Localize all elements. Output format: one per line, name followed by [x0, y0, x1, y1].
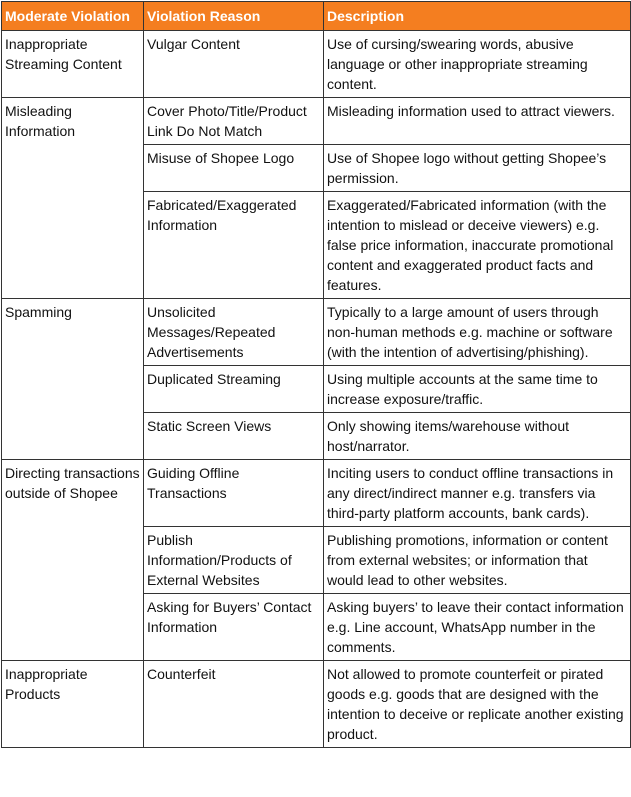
description-cell: Publishing promotions, information or content from external websites; or information that would lead to other websites.	[324, 527, 631, 594]
description-cell: Misleading information used to attract viewers.	[324, 98, 631, 145]
description-cell: Using multiple accounts at the same time to increase exposure/traffic.	[324, 366, 631, 413]
description-cell: Use of Shopee logo without getting Shopee’s permission.	[324, 145, 631, 192]
header-moderate-violation: Moderate Violation	[2, 2, 144, 31]
table-row	[2, 661, 631, 748]
header-description: Description	[324, 2, 631, 31]
reason-cell: Duplicated Streaming	[144, 366, 324, 413]
description-cell: Asking buyers’ to leave their contact information e.g. Line account, WhatsApp number in the comments.	[324, 594, 631, 661]
category-cell: Directing transactions outside of Shopee	[2, 460, 144, 661]
reason-cell: Counterfeit	[144, 661, 324, 748]
description-cell: Inciting users to conduct offline transactions in any direct/indirect manner e.g. transfers via third-party platform accounts, bank cards).	[324, 460, 631, 527]
table-row	[2, 98, 631, 145]
reason-cell: Misuse of Shopee Logo	[144, 145, 324, 192]
table-row	[2, 299, 631, 366]
reason-cell: Guiding Offline Transactions	[144, 460, 324, 527]
table-row	[2, 460, 631, 527]
category-cell: Spamming	[2, 299, 144, 460]
violations-table	[1, 1, 631, 748]
description-cell: Typically to a large amount of users through non-human methods e.g. machine or software (with the intention of advertising/phishing).	[324, 299, 631, 366]
table-row	[2, 31, 631, 98]
category-cell: Inappropriate Products	[2, 661, 144, 748]
table-header	[2, 2, 631, 31]
reason-cell: Asking for Buyers’ Contact Information	[144, 594, 324, 661]
category-cell: Inappropriate Streaming Content	[2, 31, 144, 98]
table-body	[2, 31, 631, 748]
reason-cell: Static Screen Views	[144, 413, 324, 460]
description-cell: Use of cursing/swearing words, abusive language or other inappropriate streaming content.	[324, 31, 631, 98]
reason-cell: Unsolicited Messages/Repeated Advertisements	[144, 299, 324, 366]
description-cell: Only showing items/warehouse without host/narrator.	[324, 413, 631, 460]
reason-cell: Publish Information/Products of External Websites	[144, 527, 324, 594]
header-violation-reason: Violation Reason	[144, 2, 324, 31]
description-cell: Not allowed to promote counterfeit or pirated goods e.g. goods that are designed with the intention to deceive or replicate another existing product.	[324, 661, 631, 748]
header-row	[2, 2, 631, 31]
description-cell: Exaggerated/Fabricated information (with the intention to mislead or deceive viewers) e.g. false price information, inaccurate promotional content and exaggerated product facts and features.	[324, 192, 631, 299]
reason-cell: Cover Photo/Title/Product Link Do Not Match	[144, 98, 324, 145]
reason-cell: Fabricated/Exaggerated Information	[144, 192, 324, 299]
category-cell: Misleading Information	[2, 98, 144, 299]
reason-cell: Vulgar Content	[144, 31, 324, 98]
